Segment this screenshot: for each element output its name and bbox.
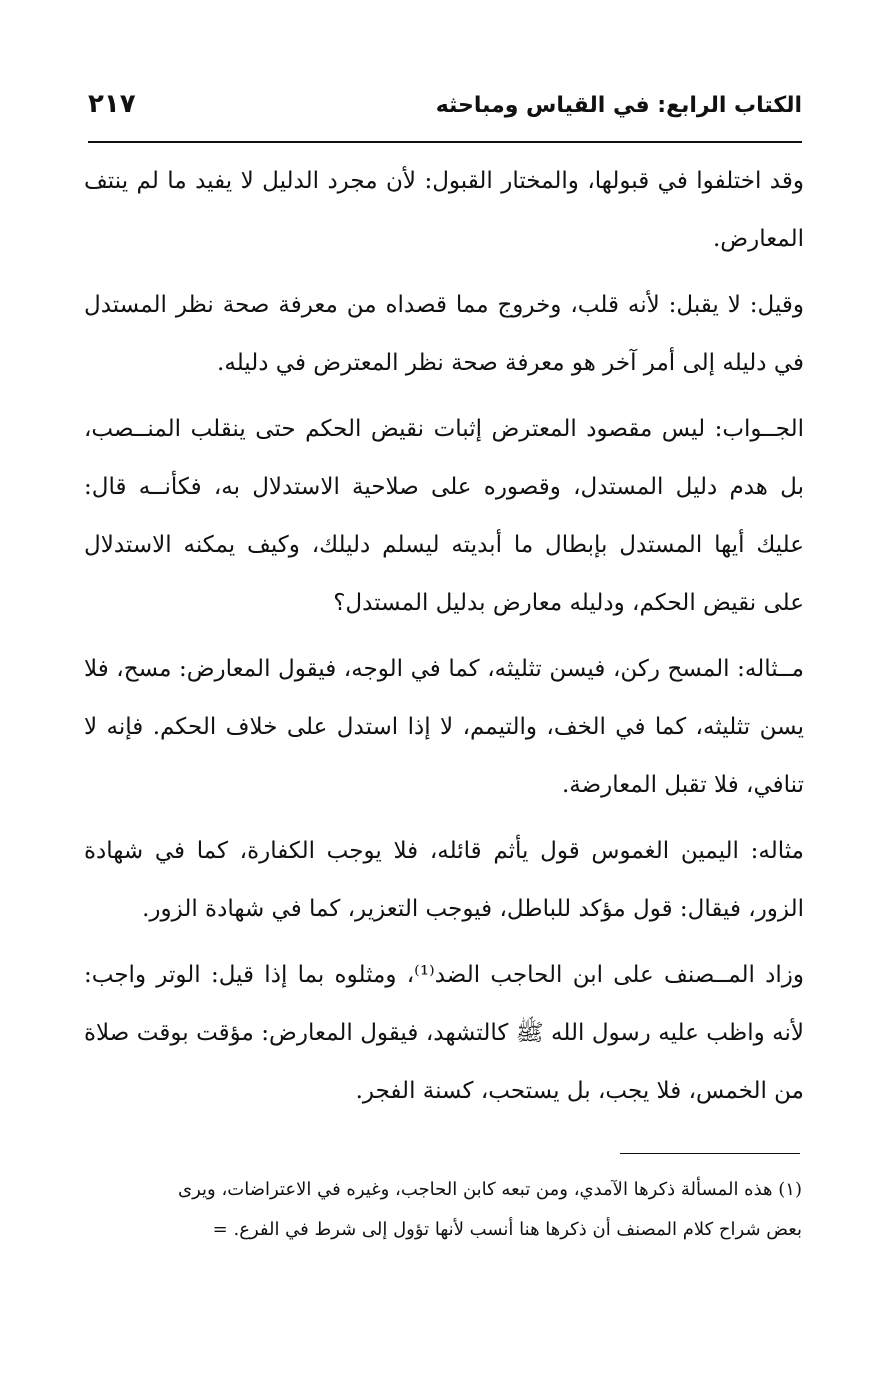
footnote-line: (١) هذه المسألة ذكرها الآمدي، ومن تبعه كابن الحاجب، وغيره في الاعتراضات، ويرى <box>178 1179 802 1200</box>
paragraph: مثاله: اليمين الغموس قول يأثم قائله، فلا يوجب الكفارة، كما في شهادة الزور، فيقال: قول مؤكد للباطل، فيوجب التعزير، كما في شهادة الزور. <box>84 838 804 922</box>
header-divider <box>88 141 802 143</box>
paragraph: مــثاله: المسح ركن، فيسن تثليثه، كما في الوجه، فيقول المعارض: مسح، فلا يسن تثليثه، كما في الخف، والتيمم، لا إذا استدل على خلاف الحكم. فإنه لا تنافي، فلا تقبل المعارضة. <box>84 656 804 798</box>
main-text <box>84 152 804 1128</box>
paragraph: وقيل: لا يقبل: لأنه قلب، وخروج مما قصداه من معرفة صحة نظر المستدل في دليله إلى أمر آخر هو معرفة صحة نظر المعترض في دليله. <box>84 292 804 376</box>
footnote-divider <box>620 1153 800 1154</box>
paragraph: وزاد المــصنف على ابن الحاجب الضد⁽¹⁾، ومثلوه بما إذا قيل: الوتر واجب: لأنه واظب عليه رسول الله ﷺ كالتشهد، فيقول المعارض: مؤقت بوقت صلاة من الخمس، فلا يجب، بل يستحب، كسنة الفجر. <box>84 962 804 1104</box>
footnote-line: بعض شراح كلام المصنف أن ذكرها هنا أنسب لأنها تؤول إلى شرط في الفرع. = <box>212 1219 802 1240</box>
paragraph: وقد اختلفوا في قبولها، والمختار القبول: لأن مجرد الدليل لا يفيد ما لم ينتف المعارض. <box>84 168 804 252</box>
paragraph: الجــواب: ليس مقصود المعترض إثبات نقيض الحكم حتى ينقلب المنــصب، بل هدم دليل المستدل، وقصوره على صلاحية الاستدلال به، فكأنــه قال: عليك أيها المستدل بإبطال ما أبديته ليسلم دليلك، وكيف يمكنه الاستدلال على نقيض الحكم، ودليله معارض بدليل المستدل؟ <box>84 416 804 616</box>
page-number: ٢١٧ <box>88 89 136 119</box>
header-title: الكتاب الرابع: في القياس ومباحثه <box>435 93 802 118</box>
running-header <box>88 86 802 130</box>
footnotes <box>84 1170 802 1250</box>
